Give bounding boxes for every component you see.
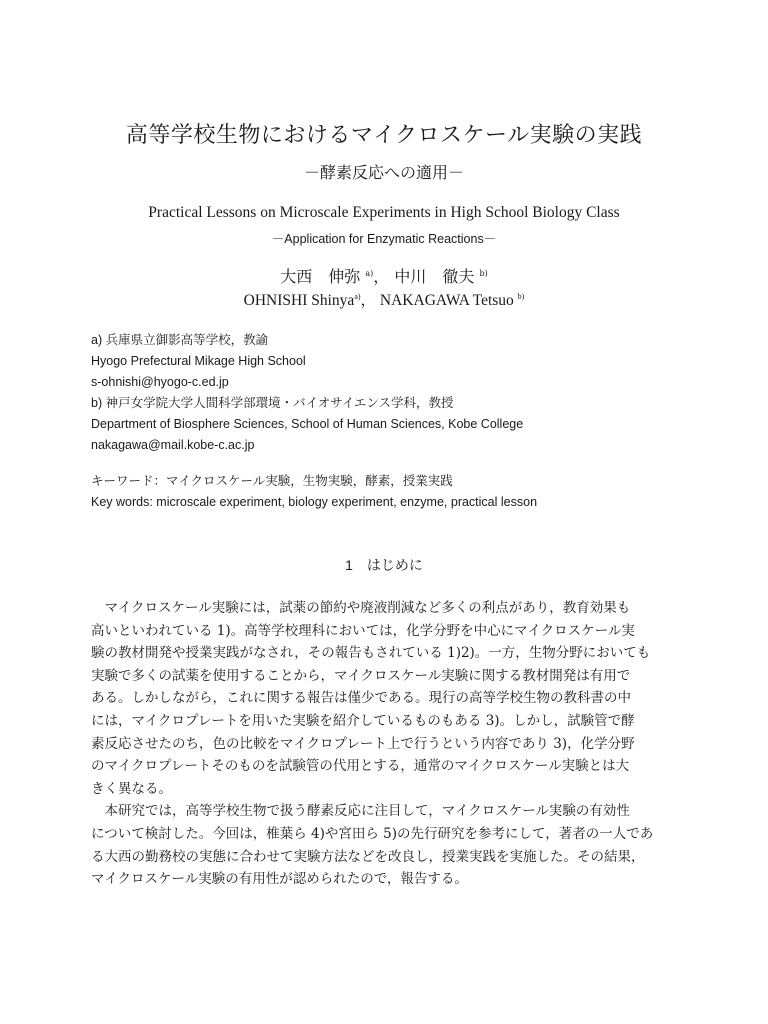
- authors-english: [0, 288, 768, 310]
- affiliation-a-email: s-ohnishi@hyogo-c.ed.jp: [91, 375, 229, 389]
- body-line: ある。しかしながら，これに関する報告は僅少である。現行の高等学校生物の教科書の中: [91, 690, 631, 707]
- affiliation-b-en: Department of Biosphere Sciences, School of Human Sciences, Kobe College: [91, 417, 524, 431]
- keywords-english: Key words: microscale experiment, biology experiment, enzyme, practical lesson: [91, 495, 538, 509]
- body-line: には，マイクロプレートを用いた実験を紹介しているものもある 3)。しかし，試験管で酵: [91, 712, 635, 729]
- introduction-body: [91, 597, 691, 891]
- body-line: る大西の勤務校の実態に合わせて実験方法などを改良し，授業実践を実施した。その結果，: [91, 848, 645, 865]
- affiliation-a-en: Hyogo Prefectural Mikage High School: [91, 354, 306, 368]
- body-line: 高いといわれている 1)。高等学校理科においては，化学分野を中心にマイクロスケール実: [91, 622, 635, 639]
- title-english: Practical Lessons on Microscale Experiments in High School Biology Class: [148, 204, 620, 221]
- body-line: 実験で多くの試薬を使用することから，マイクロスケール実験に関する教材開発は有用で: [91, 667, 631, 684]
- affiliation-a-jp: a) 兵庫県立御影高等学校，教諭: [91, 333, 269, 347]
- author-en-separator: ，: [360, 292, 377, 309]
- subtitle-english: －Application for Enzymatic Reactions－: [271, 232, 497, 246]
- body-line: マイクロスケール実験には，試薬の節約や廃液削減など多くの利点があり，教育効果も: [91, 600, 631, 616]
- section-heading-introduction: 1 はじめに: [345, 557, 423, 573]
- author-en-2-affil-mark: b): [517, 292, 525, 301]
- affiliation-b-jp: b) 神戸女学院大学人間科学部環境・バイオサイエンス学科，教授: [91, 396, 454, 410]
- body-line: のマイクロプレートそのものを試験管の代用とする，通常のマイクロスケール実験とは大: [91, 758, 630, 775]
- title-japanese: 高等学校生物におけるマイクロスケール実験の実践: [125, 123, 643, 148]
- author-en-1: OHNISHI Shinya: [243, 292, 355, 309]
- body-line: について検討した。今回は，椎葉ら 4)や宮田ら 5)の先行研究を参考にして，著者の一人であ: [91, 825, 654, 842]
- body-line: マイクロスケール実験の有用性が認められたので，報告する。: [91, 871, 468, 888]
- keywords-block: [91, 471, 711, 513]
- author-jp-2-affil-mark: b): [479, 269, 488, 278]
- body-line: 本研究では，高等学校生物で扱う酵素反応に注目して，マイクロスケール実験の有効性: [91, 803, 630, 820]
- keywords-japanese: キーワード：マイクロスケール実験，生物実験，酵素，授業実践: [91, 474, 453, 488]
- author-en-2: NAKAGAWA Tetsuo: [379, 292, 514, 309]
- body-line: 素反応させたのち，色の比較をマイクロプレート上で行うという内容であり 3)，化学分野: [91, 735, 635, 752]
- author-en-1-affil-mark: a): [354, 292, 361, 301]
- affiliation-b-email: nakagawa@mail.kobe-c.ac.jp: [91, 438, 255, 452]
- author-jp-2: 中川 徹夫: [394, 267, 475, 286]
- body-line: きく異なる。: [91, 780, 172, 797]
- subtitle-japanese: －酵素反応への適用－: [303, 163, 464, 182]
- author-jp-separator: ，: [373, 267, 390, 286]
- author-jp-1-affil-mark: a): [365, 269, 374, 278]
- body-line: 験の教材開発や授業実践がなされ，その報告もされている 1)2)。一方，生物分野においても: [91, 645, 651, 662]
- author-jp-1: 大西 伸弥: [280, 267, 361, 286]
- affiliations-block: [91, 330, 691, 456]
- authors-japanese: [0, 264, 768, 287]
